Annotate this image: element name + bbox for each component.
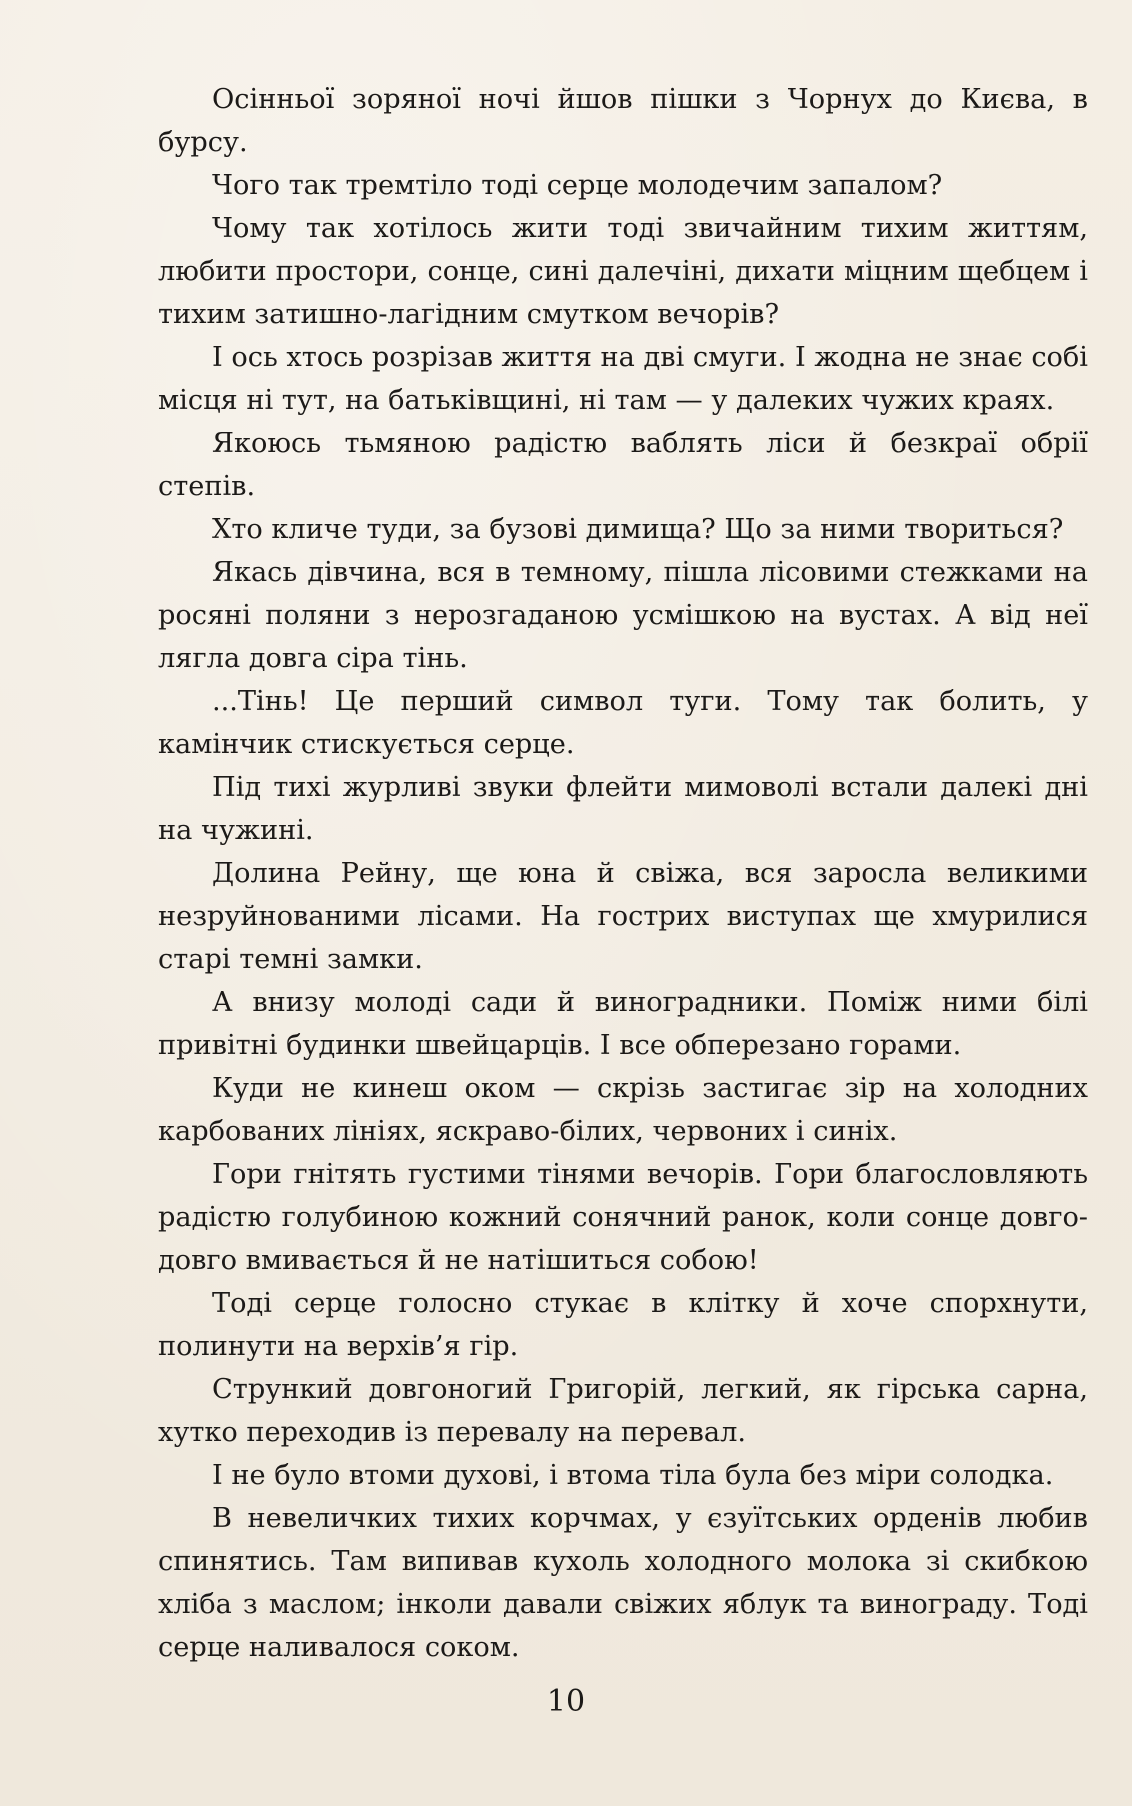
paragraph: ...Тінь! Це перший символ туги. Тому так болить, у камінчик стискується серце. — [158, 686, 1088, 760]
paragraph: Гори гнітять густими тінями вечорів. Гори благословляють радістю голубиною кожний сонячний ранок, коли сонце довго-довго вмивається й не натішиться собою! — [158, 1159, 1088, 1276]
paragraph: Хто кличе туди, за бузові димища? Що за ними твориться? — [212, 514, 1064, 545]
paragraph: Долина Рейну, ще юна й свіжа, вся заросла великими незруйнованими лісами. На гострих виступах ще хмурилися старі темні замки. — [158, 858, 1088, 975]
paragraph: Куди не кинеш оком — скрізь застигає зір на холодних карбованих лініях, яскраво-білих, червоних і синіх. — [158, 1073, 1088, 1147]
paragraph: Тоді серце голосно стукає в клітку й хоче спорхнути, полинути на верхів’я гір. — [158, 1288, 1088, 1362]
paragraph: В невеличких тихих корчмах, у єзуїтських орденів любив спинятись. Там випивав кухоль холодного молока зі скибкою хліба з маслом; інколи давали свіжих яблук та винограду. Тоді серце наливалося соком. — [158, 1503, 1088, 1663]
paragraph: Під тихі журливі звуки флейти мимоволі встали далекі дні на чужині. — [158, 772, 1088, 846]
paragraph: А внизу молоді сади й виноградники. Поміж ними білі привітні будинки швейцарців. І все обперезано горами. — [158, 987, 1088, 1061]
page-number: 10 — [546, 1684, 586, 1719]
paragraph: І ось хтось розрізав життя на дві смуги. І жодна не знає собі місця ні тут, на батьківщині, ні там — у далеких чужих краях. — [158, 342, 1088, 416]
body-text — [158, 78, 1088, 1669]
paragraph: І не було втоми духові, і втома тіла була без міри солодка. — [212, 1460, 1054, 1491]
paragraph: Якась дівчина, вся в темному, пішла лісовими стежками на росяні поляни з нерозгаданою усмішкою на вустах. А від неї лягла довга сіра тінь. — [158, 557, 1088, 674]
paragraph: Стрункий довгоногий Григорій, легкий, як гірська сарна, хутко переходив із перевалу на перевал. — [158, 1374, 1088, 1448]
paragraph: Осінньої зоряної ночі йшов пішки з Чорнух до Києва, в бурсу. — [158, 84, 1088, 158]
paragraph: Чого так тремтіло тоді серце молодечим запалом? — [212, 170, 943, 201]
paragraph: Чому так хотілось жити тоді звичайним тихим життям, любити простори, сонце, сині далечіні, дихати міцним щебцем і тихим затишно-лагідним смутком вечорів? — [158, 213, 1088, 330]
paragraph: Якоюсь тьмяною радістю ваблять ліси й безкраї обрії степів. — [158, 428, 1088, 502]
